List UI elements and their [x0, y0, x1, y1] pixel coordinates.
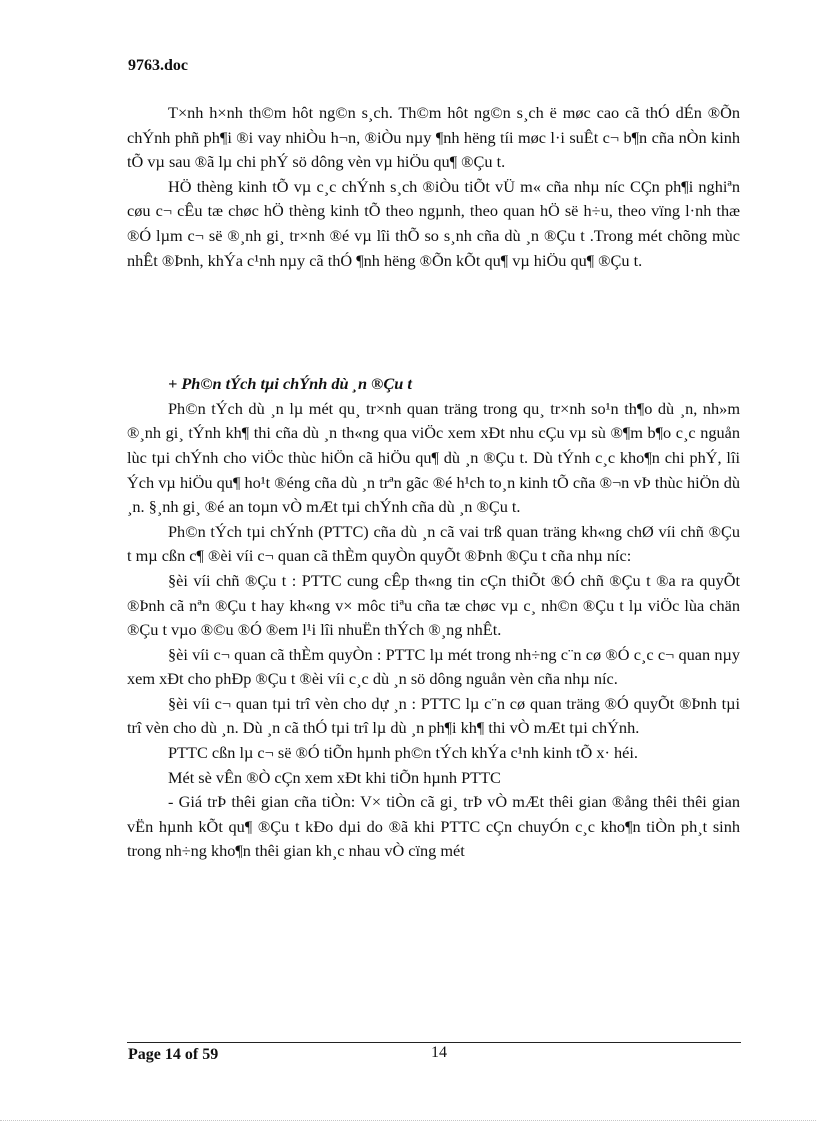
- paragraph: §èi víi chñ ®Çu t : PTTC cung cÊp th«ng tin cÇn thiÕt ®Ó chñ ®Çu t ®a ra quyÕt ®Þnh cã nªn ®Çu t hay kh«ng v× môc tiªu cña tæ chøc vµ c¸ nh©n ®Çu t lµ viÖc lùa chän ®Çu t vµo ®©u ®Ó ®em l¹i lîi nhuËn thÝch ®¸ng nhÊt.: [127, 570, 740, 640]
- section-heading: + Ph©n tÝch tµi chÝnh dù ¸n ®Çu t: [168, 374, 412, 394]
- document-body: [127, 101, 740, 864]
- document-filename: 9763.doc: [128, 57, 188, 74]
- paragraph: §èi víi c¬ quan cã thÈm quyÒn : PTTC lµ mét trong nh÷ng c¨n cø ®Ó c¸c c¬ quan nµy xem xÐt cho phÐp ®Çu t ®èi víi c¸c dù ¸n sö dông nguån vèn cña nhµ níc.: [127, 644, 740, 689]
- footer-page-label: Page 14 of 59: [128, 1046, 219, 1063]
- paragraph: Ph©n tÝch dù ¸n lµ mét qu¸ tr×nh quan träng trong qu¸ tr×nh so¹n th¶o dù ¸n, nh»m ®¸nh gi¸ tÝnh kh¶ thi cña dù ¸n th«ng qua viÖc xem xÐt nhu cÇu vµ sù ®¶m b¶o c¸c nguån lùc tµi chÝnh cho viÖc thùc hiÖn cã hiÖu qu¶ dù ¸n ®Çu t. Dù tÝnh c¸c kho¶n chi phÝ, lîi Ých vµ hiÖu qu¶ ho¹t ®éng cña dù ¸n trªn gãc ®é h¹ch to¸n kinh tÕ cña ®¬n vÞ thùc hiÖn dù ¸n. §¸nh gi¸ ®é an toµn vÒ mÆt tµi chÝnh cña dù ¸n ®Çu t.: [127, 398, 740, 517]
- footer-page-number: 14: [431, 1044, 447, 1061]
- page-edge-divider: [0, 1120, 816, 1121]
- paragraph: T×nh h×nh th©m hôt ng©n s¸ch. Th©m hôt ng©n s¸ch ë møc cao cã thÓ dÉn ®Õn chÝnh phñ ph¶i ®i vay nhiÒu h¬n, ®iÒu nµy ¶nh hëng tíi møc l·i suÊt c¬ b¶n cña nÒn kinh tÕ vµ sau ®ã lµ chi phÝ sö dông vèn vµ hiÖu qu¶ ®Çu t.: [127, 103, 740, 172]
- paragraph: Mét sè vÊn ®Ò cÇn xem xÐt khi tiÕn hµnh PTTC: [168, 767, 501, 787]
- paragraph: HÖ thèng kinh tÕ vµ c¸c chÝnh s¸ch ®iÒu tiÕt vÜ m« cña nhµ níc CÇn ph¶i nghiªn cøu c¬ cÊu tæ chøc hÖ thèng kinh tÕ theo ngµnh, theo quan hÖ së h÷u, theo vïng l·nh thæ ®Ó lµm c¬ së ®¸nh gi¸ tr×nh ®é vµ lîi thÕ so s¸nh cña dù ¸n ®Çu t .Trong mét chõng mùc nhÊt ®Þnh, khÝa c¹nh nµy cã thÓ ¶nh hëng ®Õn kÕt qu¶ vµ hiÖu qu¶ ®Çu t.: [127, 176, 740, 270]
- footer-rule: [127, 1042, 741, 1043]
- paragraph: - Giá trÞ thêi gian cña tiÒn: V× tiÒn cã gi¸ trÞ vÒ mÆt thêi gian ®ång thêi thêi gian vËn hµnh kÕt qu¶ ®Çu t kÐo dµi do ®ã khi PTTC cÇn chuyÓn c¸c kho¶n tiÒn ph¸t sinh trong nh÷ng kho¶n thêi gian kh¸c nhau vÒ cïng mét: [127, 792, 740, 861]
- paragraph: §èi víi c¬ quan tµi trî vèn cho dự ¸n : PTTC lµ c¨n cø quan träng ®Ó quyÕt ®Þnh tµi trî vèn cho dù ¸n. Dù ¸n cã thÓ tµi trî lµ dù ¸n ph¶i kh¶ thi vÒ mÆt tµi chÝnh.: [127, 693, 740, 738]
- paragraph: Ph©n tÝch tµi chÝnh (PTTC) cña dù ¸n cã vai trß quan träng kh«ng chØ víi chñ ®Çu t mµ cßn c¶ ®èi víi c¬ quan cã thÈm quyÒn quyÕt ®Þnh ®Çu t cña nhµ níc:: [127, 521, 740, 566]
- paragraph: PTTC cßn lµ c¬ së ®Ó tiÕn hµnh ph©n tÝch khÝa c¹nh kinh tÕ x· héi.: [168, 743, 638, 763]
- section-spacer: [127, 273, 740, 372]
